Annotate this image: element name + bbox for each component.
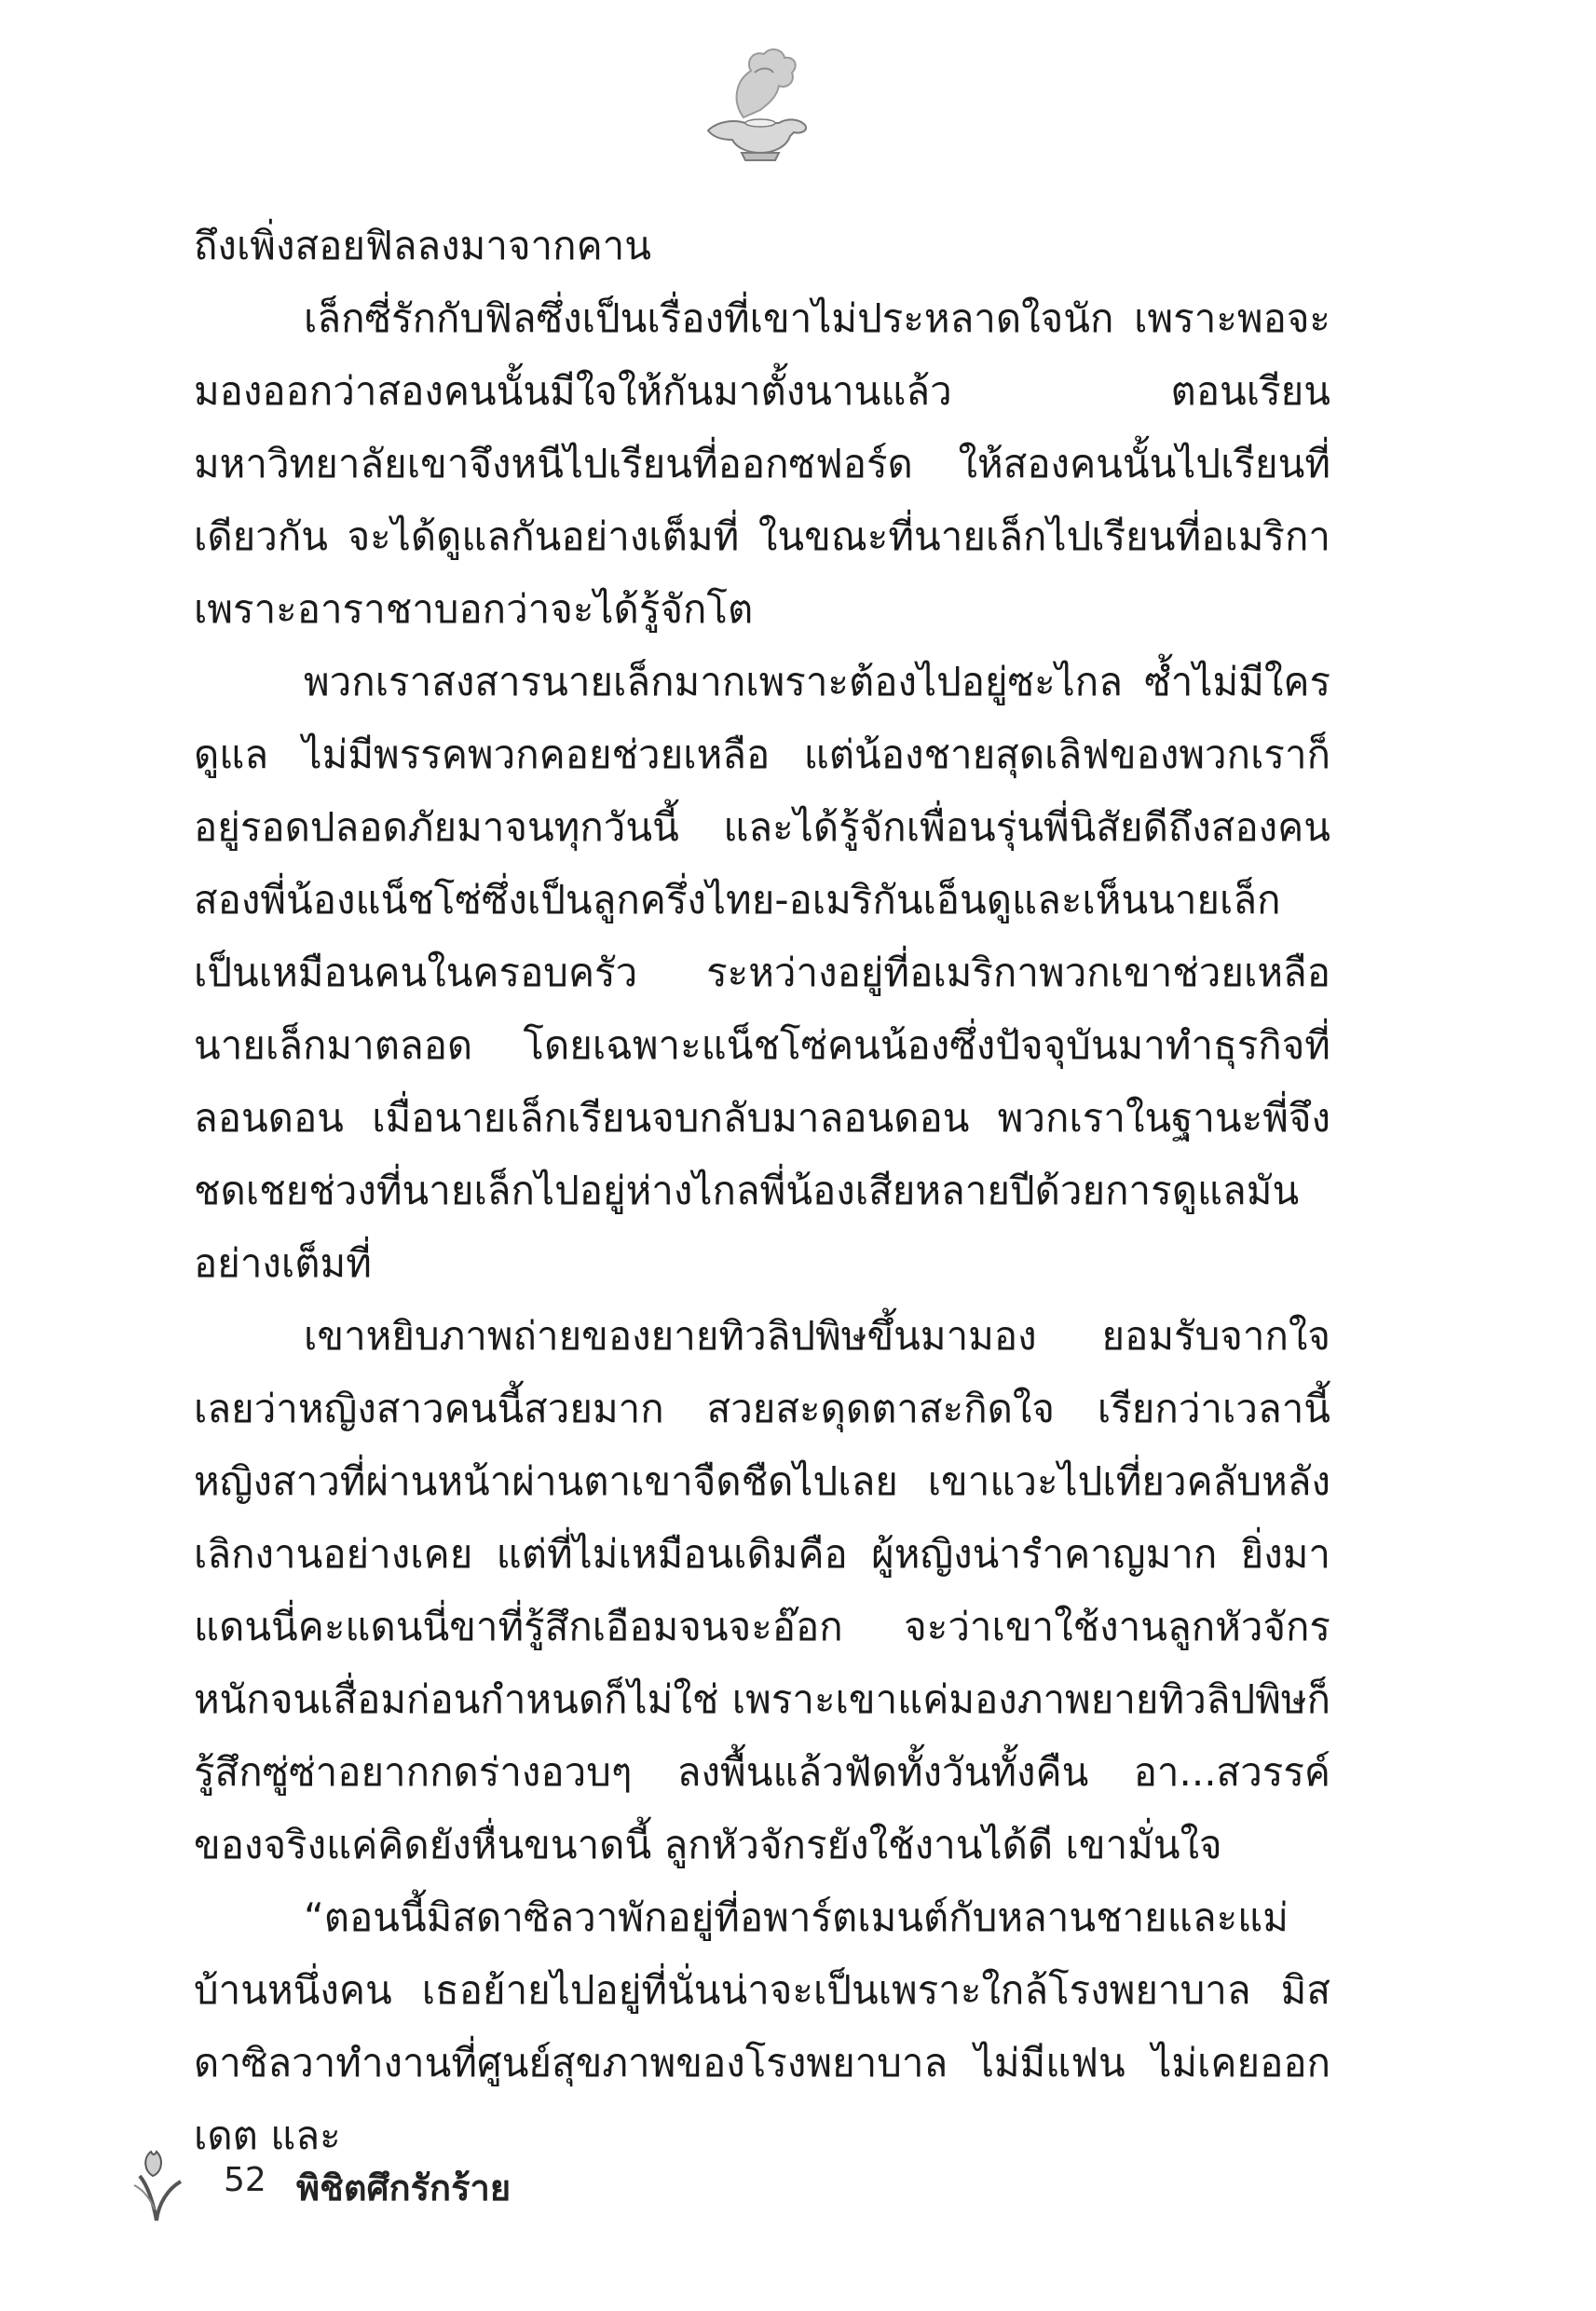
- paragraph-1: ถึงเพิ่งสอยฟิลลงมาจากคาน: [194, 223, 651, 268]
- book-title: พิชิตศึกรักร้าย: [296, 2167, 512, 2208]
- paragraph-4: เขาหยิบภาพถ่ายของยายทิวลิปพิษขึ้นมามอง ยอมรับจากใจเลยว่าหญิงสาวคนนี้สวยมาก สวยสะดุดตาสะกิดใจ เรียกว่าเวลานี้หญิงสาวที่ผ่านหน้าผ่านตาเขาจืดชืดไปเลย เขาแวะไปเที่ยวคลับหลังเลิกงานอย่างเคย แต่ที่ไม่เหมือนเดิมคือ ผู้หญิงน่ารำคาญมาก ยิ่งมาแดนนี่คะแดนนี่ขาที่รู้สึกเอือมจนจะอ๊อก จะว่าเขาใช้งานลูกหัวจักรหนักจนเสื่อมก่อนกำหนดก็ไม่ใช่ เพราะเขาแค่มองภาพยายทิวลิปพิษก็รู้สึกซู่ซ่าอยากกดร่างอวบๆ ลงพื้นแล้วฟัดทั้งวันทั้งคืน อา...สวรรค์ของจริงแค่คิดยังหื่นขนาดนี้ ลูกหัวจักรยังใช้งานได้ดี เขามั่นใจ: [194, 1313, 1330, 1867]
- magic-lamp-icon: [689, 45, 820, 166]
- tulip-icon: [130, 2148, 188, 2222]
- paragraph-5: “ตอนนี้มิสดาซิลวาพักอยู่ที่อพาร์ตเมนต์กับหลานชายและแม่บ้านหนึ่งคน เธอย้ายไปอยู่ที่นั่นน่าจะเป็นเพราะใกล้โรงพยาบาล มิสดาซิลวาทำงานที่ศูนย์สุขภาพของโรงพยาบาล ไม่มีแฟน ไม่เคยออกเดต และ: [194, 1894, 1330, 2158]
- body-text: [194, 210, 1330, 2172]
- page-footer: [130, 2148, 783, 2213]
- page-number: 52: [224, 2161, 266, 2199]
- paragraph-2: เล็กซี่รักกับฟิลซึ่งเป็นเรื่องที่เขาไม่ประหลาดใจนัก เพราะพอจะมองออกว่าสองคนนั้นมีใจให้กันมาตั้งนานแล้ว ตอนเรียนมหาวิทยาลัยเขาจึงหนีไปเรียนที่ออกซฟอร์ด ให้สองคนนั้นไปเรียนที่เดียวกัน จะได้ดูแลกันอย่างเต็มที่ ในขณะที่นายเล็กไปเรียนที่อเมริกา เพราะอาราชาบอกว่าจะได้รู้จักโต: [194, 295, 1330, 632]
- paragraph-3: พวกเราสงสารนายเล็กมากเพราะต้องไปอยู่ซะไกล ซ้ำไม่มีใครดูแล ไม่มีพรรคพวกคอยช่วยเหลือ แต่น้องชายสุดเลิฟของพวกเราก็อยู่รอดปลอดภัยมาจนทุกวันนี้ และได้รู้จักเพื่อนรุ่นพี่นิสัยดีถึงสองคนสองพี่น้องแน็ชโซ่ซึ่งเป็นลูกครึ่งไทย-อเมริกันเอ็นดูและเห็นนายเล็กเป็นเหมือนคนในครอบครัว ระหว่างอยู่ที่อเมริกาพวกเขาช่วยเหลือนายเล็กมาตลอด โดยเฉพาะแน็ชโซ่คนน้องซึ่งปัจจุบันมาทำธุรกิจที่ลอนดอน เมื่อนายเล็กเรียนจบกลับมาลอนดอน พวกเราในฐานะพี่จึงชดเชยช่วงที่นายเล็กไปอยู่ห่างไกลพี่น้องเสียหลายปีด้วยการดูแลมันอย่างเต็มที่: [194, 659, 1330, 1286]
